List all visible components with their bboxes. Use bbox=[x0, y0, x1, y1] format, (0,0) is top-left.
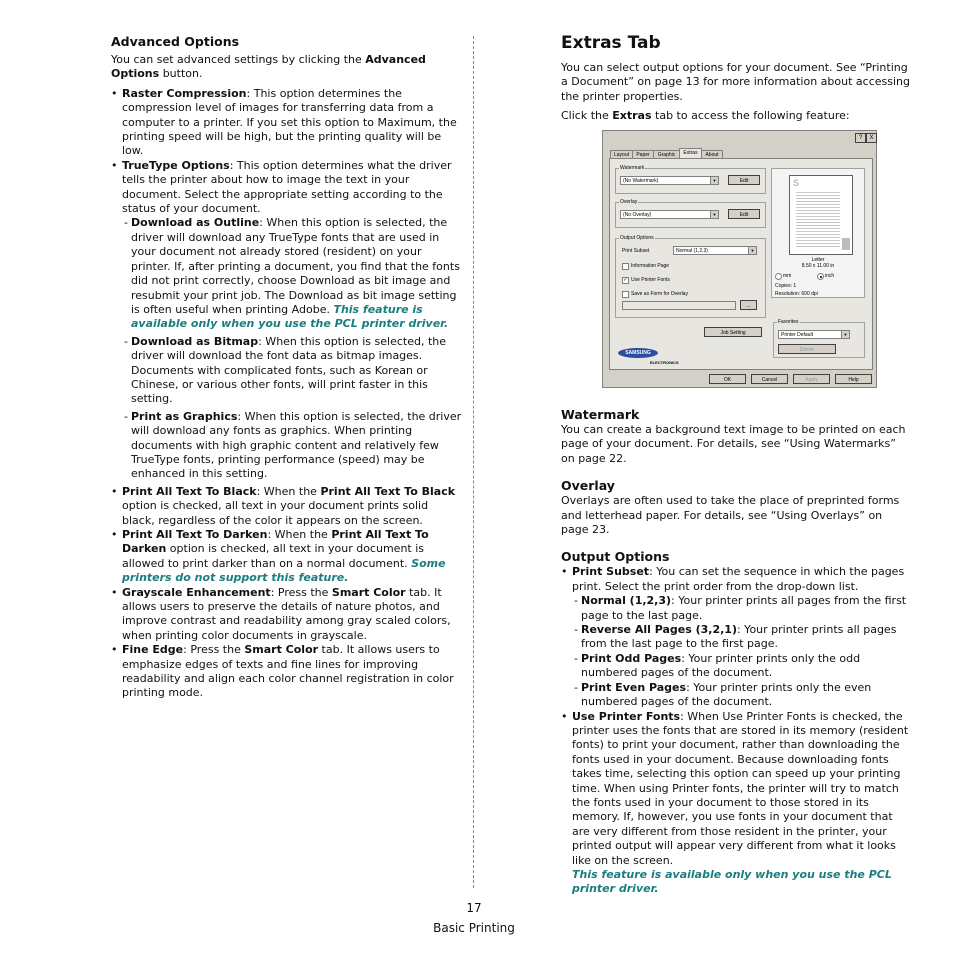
favorites-group bbox=[773, 319, 865, 358]
resolution-readout: Resolution: 600 dpi bbox=[775, 291, 818, 297]
grayscale-item: • Grayscale Enhancement: Press the Smart Color tab. It allows users to preserve the details of nature photos, and improve contrast and readability among gray scaled colors, when printing color documents in grayscale. bbox=[111, 586, 463, 644]
column-divider bbox=[473, 36, 474, 888]
overlay-edit-button[interactable]: Edit bbox=[728, 209, 760, 219]
output-options-group-label: Output Options bbox=[620, 235, 654, 241]
unit-mm-label: mm bbox=[783, 273, 792, 279]
favorites-group-label: Favorites bbox=[778, 319, 799, 325]
watermark-edit-button[interactable]: Edit bbox=[728, 175, 760, 185]
raster-compression-item: • Raster Compression: This option determines the compression level of images for transferring data from a computer to a printer. If you set this option to Maximum, the printing speed will be high, but the printing quality will be low. bbox=[111, 87, 463, 159]
watermark-group bbox=[615, 165, 766, 194]
job-setting-button[interactable]: Job Setting bbox=[704, 327, 762, 337]
chevron-down-icon: ▼ bbox=[748, 247, 756, 254]
chevron-down-icon: ▼ bbox=[710, 211, 718, 218]
apply-button[interactable]: Apply bbox=[793, 374, 830, 384]
page-number: 17 bbox=[466, 901, 482, 915]
preview-text-lines bbox=[796, 190, 840, 248]
fine-edge-item: • Fine Edge: Press the Smart Color tab. It allows users to emphasize edges of texts and fine lines for improving readability and align each color channel registration in color printing mode. bbox=[111, 643, 463, 701]
overlay-heading: Overlay bbox=[561, 478, 615, 494]
normal-order-item: - Normal (1,2,3): Your printer prints all pages from the first page to the last page. bbox=[572, 594, 913, 623]
overlay-text: Overlays are often used to take the place of preprinted forms and letterhead paper. For details, see “Using Overlays” on page 23. bbox=[561, 494, 900, 537]
print-subset-item: • Print Subset: You can set the sequence in which the pages print. Select the print order from the drop-down list. bbox=[561, 565, 913, 594]
use-printer-fonts-checkbox[interactable]: ✓ bbox=[623, 277, 628, 283]
tab-layout[interactable]: Layout bbox=[610, 150, 633, 159]
extras-click-text: Click the Extras tab to access the following feature: bbox=[561, 109, 850, 123]
page-preview bbox=[789, 175, 853, 255]
use-printer-fonts-label: Use Printer Fonts bbox=[631, 277, 670, 283]
preview-scroll-thumb bbox=[842, 238, 850, 250]
page-preview-box bbox=[771, 168, 865, 298]
save-form-label: Save as Form for Overlay bbox=[631, 291, 688, 297]
delete-button[interactable]: Delete bbox=[778, 344, 836, 354]
print-subset-select[interactable]: Normal (1,2,3) ▼ bbox=[673, 246, 757, 255]
watermark-select[interactable]: (No Watermark) ▼ bbox=[620, 176, 719, 185]
advanced-options-heading: Advanced Options bbox=[111, 34, 240, 49]
print-darken-item: • Print All Text To Darken: When the Print All Text To Darken option is checked, all text in your document is allowed to print darker than on a normal document. Some printers do not support this feature. bbox=[111, 528, 463, 586]
close-icon[interactable]: X bbox=[866, 133, 877, 143]
help-button[interactable]: Help bbox=[835, 374, 872, 384]
unit-mm-radio[interactable] bbox=[775, 273, 782, 280]
ok-button[interactable]: OK bbox=[709, 374, 746, 384]
watermark-group-label: Watermark bbox=[620, 165, 645, 171]
truetype-options-item: • TrueType Options: This option determines what the driver tells the printer about how to image the text in your document. Select the appropriate setting according to the status of your document. bbox=[111, 159, 463, 217]
cancel-button[interactable]: Cancel bbox=[751, 374, 788, 384]
tab-paper[interactable]: Paper bbox=[632, 150, 654, 159]
print-graphics-item: - Print as Graphics: When this option is selected, the driver will download any fonts as graphics. When printing documents with high graphic content and relatively few TrueType fonts, printing performance (speed) may be enhanced in this setting. bbox=[122, 410, 463, 482]
watermark-text: You can create a background text image to be printed on each page of your document. For details, see “Using Watermarks” on page 22. bbox=[561, 423, 906, 465]
information-page-checkbox[interactable] bbox=[622, 263, 629, 270]
tab-graphic[interactable]: Graphic bbox=[653, 150, 680, 159]
advanced-intro: You can set advanced settings by clicking the Advanced Options button. bbox=[111, 53, 426, 81]
tab-extras[interactable]: Extras bbox=[679, 148, 702, 159]
print-subset-label: Print Subset bbox=[622, 248, 650, 254]
overlay-group-label: Overlay bbox=[620, 199, 638, 205]
output-options-group bbox=[615, 235, 766, 318]
save-form-checkbox[interactable] bbox=[622, 291, 629, 298]
overlay-file-field[interactable] bbox=[622, 301, 736, 310]
odd-pages-item: - Print Odd Pages: Your printer prints only the odd numbered pages of the document. bbox=[572, 652, 913, 681]
overlay-group bbox=[615, 199, 766, 228]
download-bitmap-item: - Download as Bitmap: When this option is selected, the driver will download the font data as bitmap images. Documents with complicated fonts, such as Korean or Chinese, or various other fonts, will print faster in this setting. bbox=[122, 335, 463, 407]
chevron-down-icon: ▼ bbox=[841, 331, 849, 338]
information-page-label: Information Page bbox=[631, 263, 670, 269]
unit-inch-label: inch bbox=[825, 273, 835, 279]
footer-title: Basic Printing bbox=[433, 921, 515, 935]
right-column-lower bbox=[561, 407, 913, 897]
unit-inch-radio[interactable] bbox=[817, 273, 824, 280]
paper-size: 8.50 x 11.00 in bbox=[801, 263, 835, 269]
even-pages-item: - Print Even Pages: Your printer prints only the even numbered pages of the document. bbox=[572, 681, 913, 710]
reverse-order-item: - Reverse All Pages (3,2,1): Your printer prints all pages from the last page to the first page. bbox=[572, 623, 913, 652]
samsung-subtext: ELECTRONICS bbox=[650, 360, 679, 365]
use-printer-fonts-item: • Use Printer Fonts: When Use Printer Fonts is checked, the printer uses the fonts that are stored in its memory (resident fonts) to print your document, rather than downloading the fonts used in your document. Because downloading fonts takes time, selecting this option can speed up your printing time. When using Printer fonts, the printer will try to match the fonts used in your document to those stored in its memory. If, however, you use fonts in your document that are very different from those resident in the printer, your printed output will appear very different from what it looks like on the screen. This feature is available only when you use the PCL printer driver. bbox=[561, 710, 913, 897]
print-black-item: • Print All Text To Black: When the Print All Text To Black option is checked, all text in your document prints solid black, regardless of the color it appears on the screen. bbox=[111, 485, 463, 528]
download-outline-item: - Download as Outline: When this option is selected, the driver will download any TrueType fonts that are used in your document not already stored (resident) on your printer. If, after printing a document, you find that the fonts did not print correctly, choose Download as bit image and resubmit your print job. The Download as bit image setting is often useful when printing Adobe. This feature is available only when you use the PCL printer driver. bbox=[122, 216, 463, 331]
copies-readout: Copies: 1 bbox=[775, 283, 797, 289]
favorites-select[interactable]: Printer Default ▼ bbox=[778, 330, 850, 339]
help-icon[interactable]: ? bbox=[855, 133, 866, 143]
output-options-heading: Output Options bbox=[561, 549, 670, 565]
chevron-down-icon: ▼ bbox=[710, 177, 718, 184]
right-column bbox=[561, 32, 913, 129]
printer-properties-dialog bbox=[602, 130, 877, 388]
watermark-heading: Watermark bbox=[561, 407, 640, 422]
extras-panel bbox=[609, 158, 873, 370]
browse-button[interactable]: ... bbox=[740, 300, 757, 310]
extras-tab-title: Extras Tab bbox=[561, 33, 661, 53]
overlay-select[interactable]: (No Overlay) ▼ bbox=[620, 210, 719, 219]
tab-about[interactable]: About bbox=[701, 150, 723, 159]
extras-intro: You can select output options for your document. See “Printing a Document” on page 13 for more information about accessing the printer properties. bbox=[561, 61, 910, 103]
samsung-logo: SAMSUNG bbox=[618, 348, 658, 358]
left-column bbox=[111, 34, 463, 701]
watermark-preview-letter: S bbox=[793, 178, 800, 188]
paper-name: Letter bbox=[811, 257, 825, 263]
